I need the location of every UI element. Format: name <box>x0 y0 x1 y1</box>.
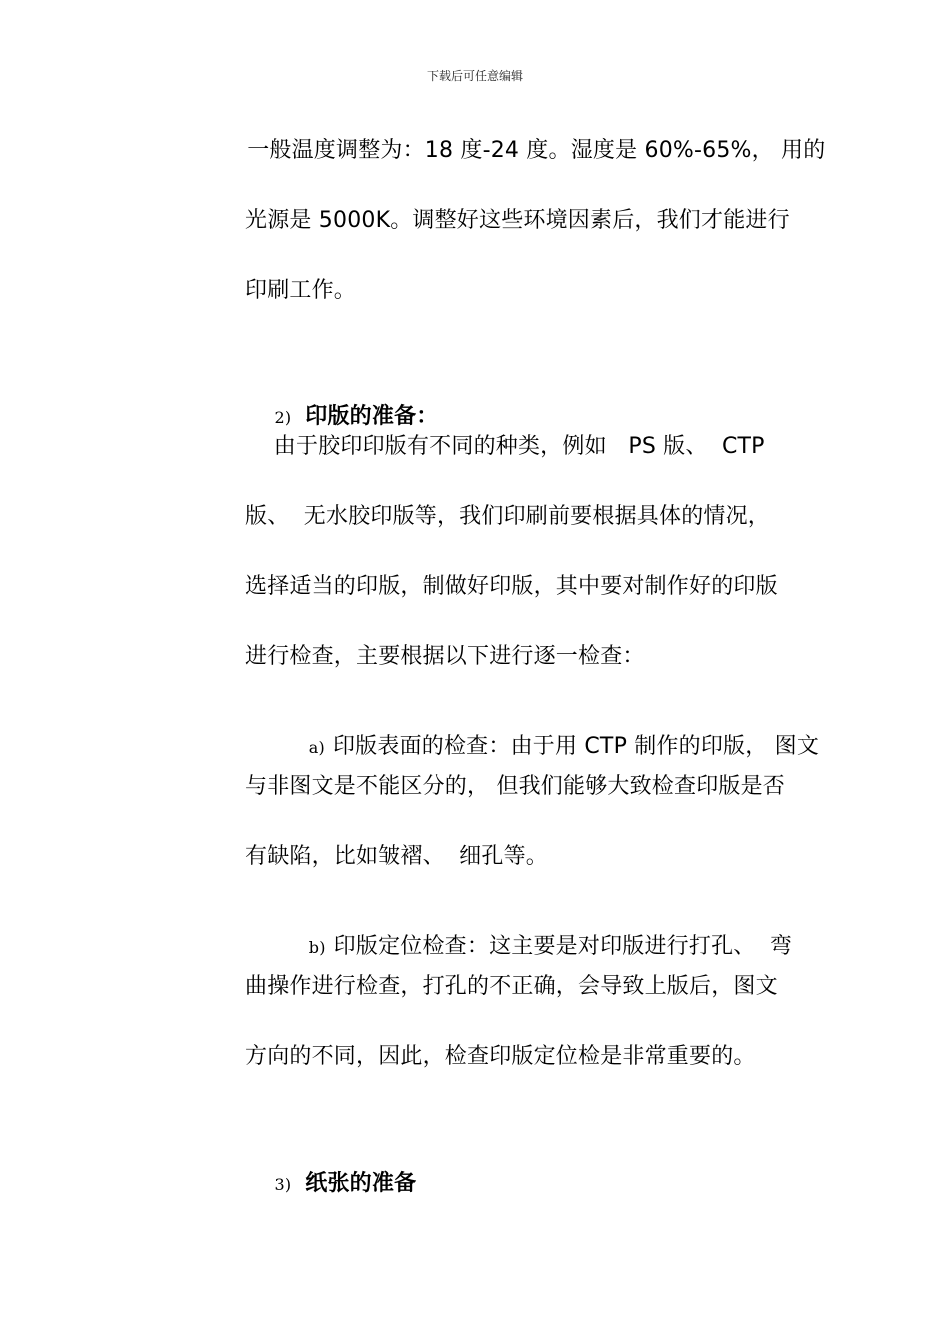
paragraph-line: 选择适当的印版，制做好印版，其中要对制作好的印版 <box>245 574 778 599</box>
section-heading <box>243 1139 416 1230</box>
paragraph-line: 方向的不同，因此，检查印版定位检是非常重要的。 <box>245 1044 756 1069</box>
list-item-label: b) <box>308 938 326 957</box>
header-note: 下载后可任意编辑 <box>426 69 523 83</box>
paragraph-line: 有缺陷，比如皱褶、 细孔等。 <box>245 844 548 869</box>
paragraph-line: 版、 无水胶印版等，我们印刷前要根据具体的情况， <box>245 504 770 529</box>
paragraph-line: 一般温度调整为：18 度-24 度。湿度是 60%-65%， 用的 <box>240 138 826 163</box>
section-title: 印版的准备： <box>305 404 439 429</box>
paragraph-line: 由于胶印印版有不同的种类，例如 PS 版、 CTP <box>245 434 765 459</box>
paragraph-line: 与非图文是不能区分的， 但我们能够大致检查印版是否 <box>245 774 785 799</box>
paragraph-line: 光源是 5000K。调整好这些环境因素后，我们才能进行 <box>245 208 790 233</box>
section-number: 2) <box>274 408 292 427</box>
paragraph-line: 曲操作进行检查，打孔的不正确，会导致上版后，图文 <box>245 974 778 999</box>
list-item-label: a) <box>308 738 325 757</box>
list-item-text: 印版定位检查：这主要是对印版进行打孔、 弯 <box>333 934 793 959</box>
section-title: 纸张的准备 <box>305 1171 417 1196</box>
paragraph-line: 进行检查，主要根据以下进行逐一检查： <box>245 644 645 669</box>
section-number: 3) <box>274 1175 292 1194</box>
list-item-text: 印版表面的检查：由于用 CTP 制作的印版， 图文 <box>332 734 820 759</box>
paragraph-line: 印刷工作。 <box>245 278 357 303</box>
